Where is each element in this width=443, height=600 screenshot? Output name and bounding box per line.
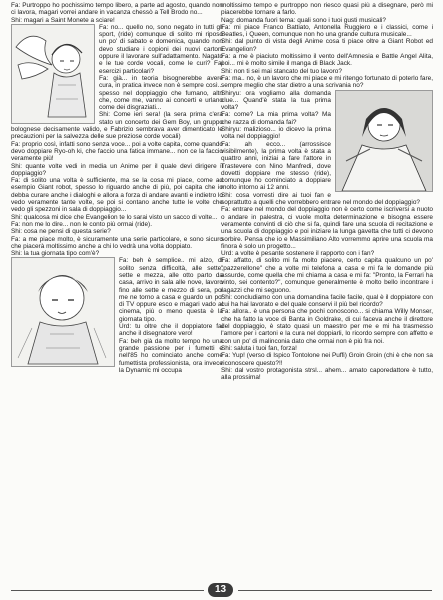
anime-robot-pilot-illustration [11,257,115,367]
anime-fighter-illustration [335,90,433,192]
interview-paragraph: Fa: Purtroppo ho pochissimo tempo libero, a parte ad agosto, quando non ci lavora, magari vorrei andare in vacanza chessò a Tell Brodo no... [11,2,223,17]
interview-paragraph: Fa: mi piace Franco Battiato, Antonella Ruggiero e i classici, come i Beatles, i Queen, comunque non ho una grande cultura musicale... [221,23,433,39]
interview-paragraph: Fa: come? La mia prima volta? Ma che razza di domanda fai? [221,111,331,126]
footer-rule-right [238,590,432,591]
interview-paragraph: Fa: proprio così, infatti sono senza voce... poi a volte capita, come quando devo doppiare Ryo-oh ki, che faccio una fatica immane... non ce la faccio veramente più! [11,140,223,163]
interview-paragraph: Shiryu: malizioso... io dicevo la prima volta nel doppiaggio! [221,126,331,141]
interview-paragraph: Fa: di solito una volta è sufficiente, ma se la cosa mi piace, come ad esempio Giant robot, spesso lo riguardo anche di più, poi capita che io debba curare anche i dialoghi e allora a forza di andare avanti e indietro lo vedo veramente tante volte, se poi si contano anche tutte le volte che vedo gli spezzoni in sala di doppiaggio... [11,177,223,214]
interview-paragraph: Fa: affatto, di solito mi fa molto piacere, certo capita qualcuno un po' "pazzerellone" che a volte mi telefona a casa e mi fa le domande più assurde, come quella che mi chiama a casa e mi fa: "Pronto, la Ferrari ha vinto, sei contento?", comunque generalmente è molto bello incontrare i ragazzi che mi seguono. [221,257,433,294]
interview-paragraph: Shi: Come ieri sera! (la sera prima c'era stato un concerto dei Gem Boy, un gruppo bolognese decisamente valido, e Fabrizio sembrava aver dimenticato le precauzioni per la salvezza delle sue preziose corde vocali) [11,111,223,141]
interview-paragraph: Fa: beh è semplice.. mi alzo, di solito senza difficoltà, alle sette, sette e mezza, alle otto parto da casa, arrivo in sala alle nove, lavoro fino alle sette e mezzo di sera, poi me ne torno a casa e guardo un po' di TV oppure esco e magari vado al cinema, più o meno questa è la giornata tipo. [119,257,223,323]
interview-paragraph: Shi: qualcosa mi dice che Evangelion te lo sarai visto un sacco di volte... [11,213,218,221]
interview-paragraph: Fa: no... quello no, sono negato in tutti gli sport, (ride) comunque di solito mi riposo un po' di sabato e domenica, quando non devo studiare i copioni dei nuovi cartoni oppure il lavorare sull'adattamento. Nagato e le tue corde vocali, come le curi? Fai esercizi particolari? [99,23,223,75]
interview-paragraph: Shi: dal punto di vista degli Anime cosa ti piace oltre a Giant Robot ed Evangelion? [221,38,433,53]
interview-paragraph: Fa: Yup! (verso di Ispico Tontolone nei Puffi) Groin Groin (chi è che non sa riconoscere questo?!! [221,352,433,367]
left-column [11,2,223,582]
interview-paragraph: Fa: già... in teoria bisognerebbe avere cura, in pratica invece non è sempre così... spesso nel doppiaggio che fumano, altri che, come me, vanno ai concerti e urlano come dei disgraziati... [99,74,223,112]
interview-paragraph: Shi: magari a Saint Monete a sciare! [11,16,115,24]
interview-paragraph: moltissimo tempo e purtroppo non riesco quasi più a disegnare, però mi piacerebbe tornare a farlo. [221,2,433,17]
interview-paragraph: Shi: la tua giornata tipo com'è? [11,250,100,258]
anime-character-illustration [11,24,95,124]
interview-paragraph: Fa: a me è piaciuto moltissimo il vento dell'Amnesia e Battle Angel Alita, poi... mi è molto simile il manga di Black Jack. [221,53,433,68]
interview-paragraph: Fa: ma.. no, è un lavoro che mi piace e mi ritengo fortunato di poterlo fare, sempre meglio che star dietro a una scrivania no? [221,74,433,90]
right-column [221,2,433,582]
interview-paragraph: Shi: non ti sei mai stancato del tuo lavoro? [221,67,342,75]
interview-paragraph: Fa: allora.. è una persona che pochi conoscono... si chiama Willy Monser, che ha fatto la voce di Banta in Goldrake, di cui faceva anche il direttore del doppiaggio, è stato quasi un maestro per me e mi ha trasmesso l'amore per i cartoni e la cura nel doppiarli, lo ricordo sempre con affetto e con un po' di malinconia dato che ormai non è più fra noi. [221,308,433,345]
winged-character-drawing [12,25,94,123]
pilot-character-drawing [12,258,114,366]
interview-paragraph: Shi: quante volte vedi in media un Anime per il quale devi dirigere il doppiaggio? [11,162,223,177]
interview-paragraph: Shi: dal vostro protagonista strsl... ahem... amato caporedattore è tutto, alla prossima! [221,366,433,382]
interview-paragraph: Fa: beh già da molto tempo ho una grande passione per i fumetti e nell'85 ho cominciato anche come fumettista professionista, ora invece la Dynamic mi occupa [119,337,223,374]
interview-paragraph: Shi: saluta i tuoi fan, forza! [221,344,297,352]
interview-paragraph: Fa: a me piace molto, è sicuramente una serie particolare, e sono sicuro che piacerà moltissimo anche a chi lo vedrà una volta doppiato. [11,235,223,250]
page-number: 13 [208,583,233,597]
interview-paragraph: Nag: domanda fuori tema: quali sono i tuoi gusti musicali? [221,16,386,24]
interview-paragraph: Shi: cosa vorresti dire ai tuoi fan e soprattutto a quelli che vorrebbero entrare nel mondo del doppiaggio? [221,191,420,207]
interview-paragraph: Fa: entrare nel mondo del doppiaggio non è certo come iscriversi a nuoto o andare in palestra, ci vuole molta determinazione e bisogna essere veramente convinti di ciò che si fa, quindi fare una scuola di recitazione e una scuola di doppiaggio e poi iniziare la lunga gavetta che tutti ci devono sorbire. Pensa che io e Massimiliano Alto vorremmo aprire una scuola ma finora è solo un progetto... [221,206,433,250]
interview-paragraph: Shiryu: ora vogliamo alla domanda clue... Quand'è stata la tua prima volta? [221,89,331,112]
interview-paragraph: Fa: non me lo dire... non le conto più ormai (ride). [11,220,152,228]
interview-paragraph: Urd: a volte è pesante sostenere il rapporto con i fan? [221,250,375,258]
interview-paragraph: Shi: concludiamo con una domandina facile facile, qual è il doppiatore con cui ha hai lavorato e del quale conservi il più bel ricordo? [221,293,433,309]
footer-rule-left [11,590,204,591]
interview-paragraph: Shi: cosa ne pensi di questa serie? [11,228,111,236]
interview-paragraph: Urd: tu oltre che il doppiatore fai anche il disegnatore vero! [119,323,223,338]
fighter-character-drawing [336,91,432,191]
interview-paragraph: Fa: ah ecco... (arrossisce visibilmente), la prima volta è stata a quattro anni, iniziai a fare l'attore in Trastevere con Nino Manfredi, dove dovetti doppiare me stesso (ride), comunque ho cominciato a doppiare molto intorno ai 12 anni. [221,140,331,192]
